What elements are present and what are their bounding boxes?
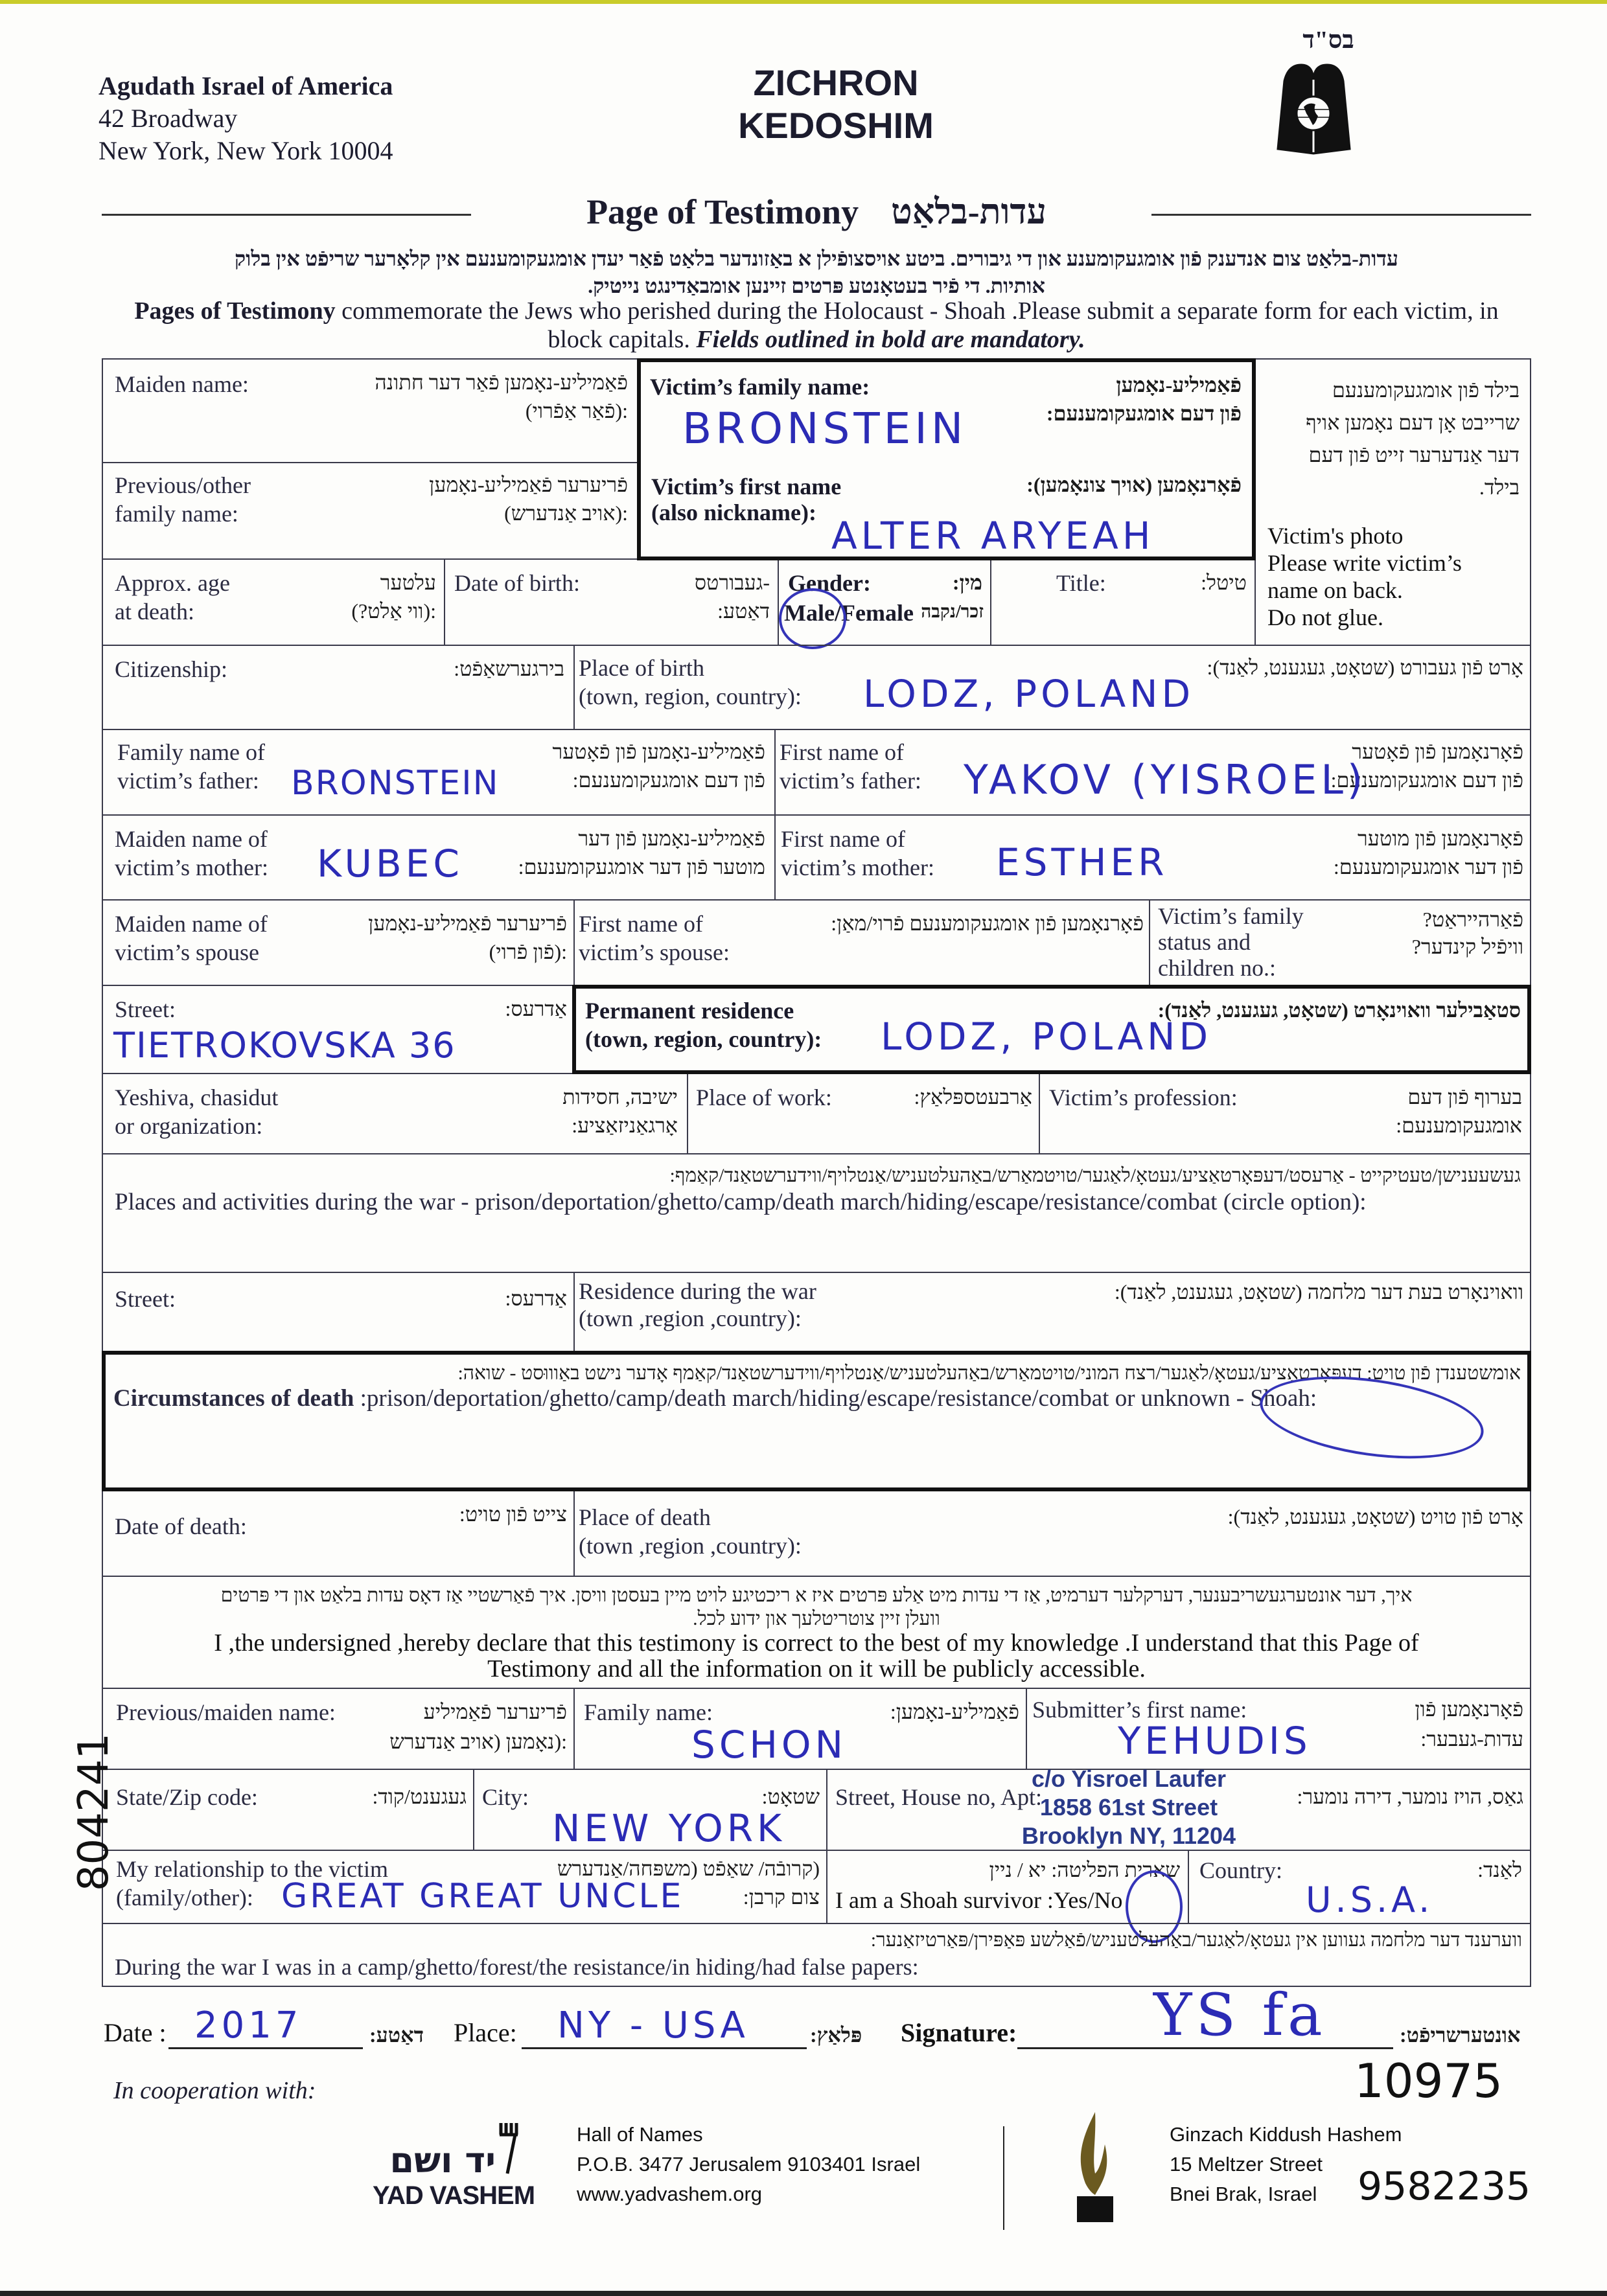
war-street-label-he: אַדרעס: (505, 1287, 567, 1310)
death-date-label: Date of death: (115, 1513, 247, 1539)
birth-place-label-1: Place of birth (579, 655, 704, 681)
relationship-label-2: (family/other): (116, 1885, 253, 1911)
signature-label-he: אונטערשריפֿט: (1400, 2023, 1521, 2047)
mother-maiden-label-he-2: מוטער פֿון דער אומגעקומענעם: (518, 855, 765, 878)
mother-maiden-name-field[interactable] (102, 814, 776, 901)
submitter-state-zip-field[interactable] (102, 1769, 474, 1851)
previous-name-label-he-2: :(אויב אַנדערש) (504, 501, 628, 525)
yv-address-line2: P.O.B. 3477 Jerusalem 9103401 Israel (577, 2153, 921, 2175)
spouse-maiden-label-2: victim’s spouse (115, 939, 259, 965)
declaration-box (102, 1576, 1531, 1689)
citizenship-label: Citizenship: (115, 656, 227, 682)
submitter-street-field[interactable] (826, 1765, 1531, 1851)
death-place-label-1: Place of death (579, 1504, 711, 1530)
mother-first-label-he-2: פֿון דער אומגעקומענעם: (1333, 855, 1523, 878)
war-activities-label-he: געשעענישן/טעטיקייט - אַרעסט/דעפּאָרטאַציע/געטאָ/לאַגער/טויטמאַרש/באַהעלטעניש/אַנטלויף/ווידערשטאַנד/קאַמף: (669, 1165, 1521, 1186)
country-label: Country: (1199, 1857, 1283, 1883)
father-family-label-he-2: פֿון דעם אומגעקומענעם: (572, 768, 765, 792)
gender-label-he: מין: (952, 571, 982, 594)
age-label-1: Approx. age (115, 570, 230, 596)
residence-label-1: Permanent residence (585, 998, 794, 1024)
place-of-death-field[interactable] (573, 1490, 1531, 1577)
declaration-en-1: I ,the undersigned ,hereby declare that this testimony is correct to the best of my knowledge .I understand that this Page of (214, 1629, 1419, 1657)
submitter-family-name-value: SCHON (691, 1723, 847, 1767)
submitter-first-name-label-he-2: עדות-געבער: (1420, 1727, 1523, 1751)
reference-number-bottom: 9582235 (1358, 2164, 1531, 2209)
place-label: Place: (454, 2018, 517, 2047)
title-label-he: טיטל: (1201, 571, 1247, 594)
date-value: 2017 (194, 2004, 303, 2047)
org-name: Agudath Israel of America (98, 71, 393, 100)
page-title-en: Page of Testimony (586, 192, 859, 231)
org-address-block (98, 70, 393, 167)
country-label-he: לאַנד: (1477, 1858, 1522, 1881)
submitter-prev-name-field[interactable] (102, 1688, 575, 1770)
victim-family-name-label-he-2: פֿון דעם אומגעקומענעם: (1046, 402, 1242, 425)
relationship-label-he: (קרובֿה/ שאַפֿט (משפּחה/אַנדערש (557, 1857, 820, 1880)
survivor-label-he-2: יא / ניין (989, 1858, 1046, 1881)
age-label-he: עלטער (380, 571, 436, 594)
dob-label-he: -געבורטס (694, 571, 770, 594)
yad-vashem-logo-en: YAD VASHEM (373, 2181, 535, 2210)
victim-family-name-label: Victim’s family name: (650, 374, 870, 400)
age-at-death-field[interactable] (102, 558, 445, 646)
family-status-label-2: status and (1158, 929, 1251, 955)
photo-note-he-3: דער אַנדערער זייט פֿון דעם (1308, 443, 1520, 466)
family-status-label-1: Victim’s family (1158, 903, 1304, 929)
yv-address-line1: Hall of Names (577, 2123, 703, 2146)
father-first-label-he: פֿאָרנאָמען פֿון פֿאָטער (1352, 740, 1523, 763)
previous-name-label-1: Previous/other (115, 472, 251, 498)
death-place-label-2: (town ,region ,country): (579, 1533, 802, 1559)
signature-label: Signature: (901, 2018, 1017, 2047)
street-label: Street: (115, 996, 176, 1022)
reference-number-top: 10975 (1354, 2054, 1503, 2108)
intro-hebrew (110, 245, 1523, 299)
gkh-address-line2: 15 Meltzer Street (1170, 2153, 1323, 2175)
spouse-maiden-label-he-2: :(פֿון פֿרוי) (489, 940, 567, 963)
maiden-name-label-he: פֿאַמיליע-נאָמען פֿאַר דער חתונה (375, 371, 628, 394)
mother-first-label-he: פֿאָרנאָמען פֿון מוטער (1358, 827, 1523, 850)
war-residence-field[interactable] (573, 1272, 1531, 1352)
spouse-maiden-name-field[interactable] (102, 899, 575, 986)
profession-label: Victim’s profession: (1049, 1085, 1238, 1110)
intro-bold: Pages of Testimony (134, 297, 336, 325)
side-reference-number: 804241 (70, 1732, 118, 1892)
citizenship-label-he: בירגערשאַפֿט: (454, 657, 564, 680)
program-title (700, 62, 972, 147)
victim-family-name-value: BRONSTEIN (682, 404, 967, 453)
victim-first-name-label-1: Victim’s first name (651, 474, 842, 499)
org-address-line2: New York, New York 10004 (98, 136, 393, 165)
survivor-option-no[interactable]: No (1094, 1887, 1123, 1913)
relationship-label-1: My relationship to the victim (116, 1856, 388, 1882)
title-label: Title: (1056, 570, 1106, 596)
city-label-he: שטאָט: (761, 1785, 820, 1808)
father-first-label-2: victim’s father: (780, 768, 921, 794)
father-family-label-2: victim’s father: (117, 768, 259, 794)
residence-value: LODZ, POLAND (881, 1015, 1212, 1059)
title-field[interactable] (990, 558, 1256, 646)
photo-note-en-1: Victim's photo (1267, 523, 1404, 549)
war-residence-label-he: וואוינאָרט בעת דער מלחמה (שטאָט, געגענט, לאַנד): (1114, 1280, 1523, 1303)
yad-vashem-logo-he: יד ושם (389, 2140, 496, 2181)
submitter-first-name-label: Submitter’s first name: (1032, 1697, 1247, 1723)
gender-label: Gender: (788, 570, 871, 596)
photo-note-en-3: name on back. (1267, 577, 1403, 603)
intro-english (110, 297, 1523, 354)
program-title-line1: ZICHRON (753, 62, 919, 103)
victim-first-name-value: ALTER ARYEAH (831, 514, 1155, 558)
survivor-field[interactable] (826, 1850, 1189, 1924)
maiden-name-label: Maiden name: (115, 371, 249, 397)
intro-hebrew-line1: עדות-בלאַט צום אנדענק פֿון אומגעקומענע און די גיבורים. ביטע אויסצופֿילן א באַזונדער בלאַט פֿאַר יעדן אומגעקומענעם אין קלאָרער שריפֿט אין בלוק (235, 247, 1398, 270)
death-circumstances-label: Circumstances of death (113, 1385, 354, 1412)
intro-mandatory-note: Fields outlined in bold are mandatory. (696, 326, 1085, 353)
work-place-label-he: אַרבעטספּלאַץ: (914, 1085, 1032, 1108)
place-input-line[interactable] (522, 2047, 807, 2049)
war-street-field[interactable] (102, 1272, 575, 1352)
birth-place-label-he: אָרט פֿון געבורט (שטאָט, געגענט, לאַנד): (1207, 656, 1523, 679)
address-stamp-line3: Brooklyn NY, 11204 (1021, 1822, 1236, 1849)
scan-bottom-edge (0, 2291, 1607, 2296)
submitter-family-name-label: Family name: (584, 1699, 713, 1725)
date-label: Date : (104, 2018, 167, 2047)
date-input-line[interactable] (168, 2047, 363, 2049)
gkh-address-line1: Ginzach Kiddush Hashem (1170, 2123, 1402, 2146)
citizenship-field[interactable] (102, 645, 575, 730)
declaration-en-2: Testimony and all the information on it will be publicly accessible. (487, 1655, 1146, 1682)
submitter-city-field[interactable] (473, 1769, 827, 1851)
family-status-label-3: children no.: (1158, 955, 1276, 981)
gender-field[interactable] (778, 558, 991, 646)
submitter-street-label-he: גאַס, הויז נומער, דירה נומער: (1297, 1785, 1523, 1808)
date-of-birth-field[interactable] (444, 558, 779, 646)
signature-value: YS fa (1153, 1981, 1326, 2049)
profession-field[interactable] (1039, 1073, 1531, 1154)
declaration-he-2: וועלן זיין צוטריטלעך און ידוע לכל. (693, 1608, 940, 1629)
previous-family-name-field[interactable] (102, 462, 638, 560)
state-zip-label: State/Zip code: (116, 1784, 258, 1810)
ginzach-address (1170, 2120, 1402, 2209)
submitter-family-name-label-he: פֿאַמיליע-נאָמען: (890, 1700, 1019, 1723)
photo-note-he-2: שרייבט אָן דעם נאָמען אויף (1306, 411, 1520, 434)
relationship-value: GREAT GREAT UNCLE (281, 1877, 684, 1916)
victim-family-name-label-he: פֿאַמיליע-נאָמען (1116, 373, 1242, 396)
family-status-field[interactable] (1149, 899, 1531, 986)
father-first-value: YAKOV (YISROEL) (964, 756, 1367, 803)
date-of-death-field[interactable] (102, 1490, 575, 1577)
gender-options-he: זכר/נקבה (921, 602, 984, 622)
spouse-first-name-field[interactable] (573, 899, 1150, 986)
residence-label-he: סטאַבילער וואוינאָרט (שטאָט, געגענט, לאַנד): (1157, 998, 1521, 1022)
submitter-prev-name-label-he: פֿריערער פֿאַמיליע (423, 1700, 567, 1723)
mother-maiden-label-he: פֿאַמיליע-נאָמען פֿון דער (578, 827, 765, 850)
footer-divider (1003, 2126, 1004, 2230)
cooperation-label: In cooperation with: (113, 2077, 316, 2104)
submitter-prev-name-label: Previous/maiden name: (116, 1699, 336, 1725)
submitter-prev-name-label-he-2: :(נאָמען (אויב אַנדערש (389, 1730, 567, 1753)
death-circumstances-label-he: אומשטענדן פֿון טויט: דעפּאָרטאַציע/געטאָ/לאַגער/רצח המוני/טויטמאַרש/באַהעלטעניש/אַנטלויף/ווידערשטאַנד/קאַמף אָדער נישט באַוווּסט - שואה: (457, 1362, 1521, 1384)
place-value: NY - USA (557, 2004, 749, 2047)
submitter-first-name-label-he: פֿאָרנאָמען פֿון (1415, 1697, 1523, 1721)
father-first-name-field[interactable] (774, 729, 1531, 816)
gkh-address-line3: Bnei Brak, Israel (1170, 2183, 1317, 2205)
birth-place-label-2: (town, region, country): (579, 683, 802, 709)
residence-label-2: (town, region, country): (585, 1026, 822, 1052)
city-value: NEW YORK (552, 1806, 786, 1850)
menorah-hand-icon (496, 2122, 522, 2180)
work-place-label: Place of work: (696, 1085, 832, 1110)
death-circumstances-field[interactable] (102, 1351, 1531, 1491)
yad-vashem-address (577, 2120, 920, 2209)
family-status-label-he-2: וויפֿיל קינדער? (1411, 935, 1523, 958)
yeshiva-label-he: ישיבה, חסידות (562, 1085, 678, 1108)
city-label: City: (482, 1784, 529, 1810)
victim-first-name-label-he: פֿאָרנאָמען (אויך צונאָמען): (1026, 473, 1242, 496)
gender-separator: / (834, 600, 841, 626)
father-family-name-field[interactable] (102, 729, 776, 816)
victim-first-name-field[interactable] (637, 462, 1256, 559)
birth-place-value: LODZ, POLAND (863, 672, 1195, 716)
address-stamp-line1: c/o Yisroel Laufer (1031, 1765, 1227, 1792)
street-value: TIETROKOVSKA 36 (113, 1025, 456, 1066)
profession-label-he-2: אומגעקומענעם: (1396, 1114, 1522, 1137)
victim-photo-box[interactable] (1254, 358, 1531, 646)
maiden-name-field[interactable] (102, 358, 638, 463)
war-activities-label: Places and activities during the war - prison/deportation/ghetto/camp/death march/hiding/escape/resistance/combat (circle option): (115, 1189, 1367, 1215)
submitter-street-label: Street, House no, Apt: (835, 1784, 1042, 1810)
mother-first-name-field[interactable] (774, 814, 1531, 901)
death-place-label-he: אָרט פֿון טויט (שטאָט, געגענט, לאַנד): (1227, 1505, 1523, 1528)
place-label-he: פּלאַץ: (810, 2023, 862, 2047)
photo-note-en-4: Do not glue. (1267, 604, 1383, 630)
dob-label: Date of birth: (454, 570, 580, 596)
yeshiva-label-1: Yeshiva, chasidut (115, 1085, 279, 1110)
address-stamp (983, 1765, 1275, 1850)
mother-maiden-label-2: victim’s mother: (115, 855, 268, 880)
dob-label-he-2: דאַטע: (717, 599, 770, 623)
street-label-he: אַדרעס: (505, 997, 567, 1020)
war-status-field[interactable] (102, 1923, 1531, 1987)
war-street-label: Street: (115, 1286, 176, 1312)
maiden-name-label-he-2: :(פֿאַר אַפֿרוי) (525, 399, 628, 422)
page-title (102, 192, 1531, 232)
spouse-maiden-label-he: פֿריערער פֿאַמיליע-נאָמען (368, 912, 567, 935)
survivor-label-he-1: שארית הפליטה: (1051, 1858, 1180, 1881)
father-family-label-he: פֿאַמיליע-נאָמען פֿון פֿאָטער (552, 740, 765, 763)
relationship-label-he-2: צום קרבן: (743, 1885, 820, 1909)
war-status-label-he: ווערענד דער מלחמה געווען אין געטאָ/לאַגער/באַהעלטעניש/פֿאַלשע פּאַפּירן/פּאַרטיזאַנער: (870, 1929, 1522, 1951)
spouse-first-label-1: First name of (579, 911, 703, 937)
mother-maiden-value: KUBEC (317, 842, 463, 886)
mother-first-value: ESTHER (996, 840, 1168, 884)
yeshiva-label-he-2: אָרגאַניזאַציע: (572, 1114, 678, 1137)
submitter-first-name-value: YEHUDIS (1118, 1719, 1312, 1763)
mother-maiden-label-1: Maiden name of (115, 826, 268, 852)
state-zip-label-he: געגענט/קוד: (372, 1785, 467, 1808)
yad-vashem-logo (373, 2122, 541, 2212)
place-of-birth-field[interactable] (573, 645, 1531, 730)
father-family-label-1: Family name of (117, 739, 265, 765)
photo-note-he-1: בילד פֿון אומגעקומענעם (1332, 378, 1520, 402)
photo-note-en-2: Please write victim’s (1267, 550, 1462, 576)
yv-website-link[interactable]: www.yadvashem.org (577, 2183, 763, 2205)
war-status-label: During the war I was in a camp/ghetto/forest/the resistance/in hiding/had false papers: (115, 1954, 919, 1980)
war-residence-label-2: (town ,region ,country): (579, 1305, 802, 1331)
address-stamp-line2: 1858 61st Street (1039, 1794, 1218, 1820)
victim-family-name-field[interactable] (637, 358, 1256, 463)
submitter-family-name-field[interactable] (573, 1688, 1027, 1770)
tablets-globe-logo-icon (1270, 62, 1358, 155)
mother-first-label-2: victim’s mother: (781, 855, 934, 880)
submitter-first-name-field[interactable] (1026, 1688, 1531, 1770)
family-status-label-he: פֿאַרהייראַט? (1422, 908, 1523, 931)
signature-row (104, 1981, 1542, 2059)
previous-name-label-he: פֿריערער פֿאַמיליע-נאָמען (429, 473, 628, 496)
place-of-work-field[interactable] (687, 1073, 1040, 1154)
death-circumstances-options: :prison/deportation/ghetto/camp/death march/hiding/escape/resistance/combat or unknown - Shoah: (354, 1385, 1317, 1412)
yeshiva-label-2: or organization: (115, 1113, 263, 1139)
gender-option-female[interactable]: Female (840, 600, 914, 626)
country-field[interactable] (1188, 1850, 1531, 1924)
previous-name-label-2: family name: (115, 501, 238, 527)
victim-first-name-label-2: (also nickname): (651, 499, 816, 525)
intro-hebrew-line2: אותיות. די פֿיר בעטאָנטע פּרטים זיינען אומבאַדינגט נייטיק. (588, 274, 1045, 297)
flame-logo-icon (1069, 2112, 1121, 2229)
profession-label-he: בערוף פֿון דעם (1407, 1085, 1522, 1108)
war-activities-field[interactable] (102, 1153, 1531, 1273)
father-family-value: BRONSTEIN (291, 764, 500, 803)
permanent-residence-field[interactable] (572, 985, 1531, 1074)
survivor-label: I am a Shoah survivor :Yes/ (835, 1887, 1094, 1913)
gender-male-circle-mark (779, 588, 846, 649)
scan-top-edge (0, 0, 1607, 4)
page-title-row (102, 188, 1531, 240)
father-first-label-1: First name of (780, 739, 904, 765)
war-residence-label-1: Residence during the war (579, 1278, 816, 1304)
street-field[interactable] (102, 985, 575, 1074)
page-title-he: עדות-בלאַט (891, 192, 1046, 231)
mother-first-label-1: First name of (781, 826, 905, 852)
date-label-he: דאַטע: (369, 2023, 424, 2047)
declaration-he-1: איך, דער אונטערגעשריבענער, דערקלער דערמיט, אַז די עדות מיט אַלע פּרטים איז א ריכטיגע לויט מיין בעסטן וויסן. איך פֿאַרשטיי אַז דאָס עדות בלאַט און די פּרטים (220, 1585, 1413, 1606)
father-first-label-he-2: פֿון דעם אומגעקומענעם: (1330, 768, 1523, 792)
country-value: U.S.A. (1306, 1879, 1434, 1920)
photo-note-he-4: בילד. (1479, 476, 1520, 499)
intro-text: commemorate the Jews who perished during the Holocaust - Shoah .Please submit a separate form for each victim, in block capitals. (335, 297, 1499, 353)
org-address-line1: 42 Broadway (98, 104, 238, 133)
death-date-label-he: צייט פֿון טויט: (459, 1502, 567, 1526)
bsd-mark: בס"ד (1302, 27, 1354, 54)
yeshiva-field[interactable] (102, 1073, 688, 1154)
program-title-line2: KEDOSHIM (738, 105, 934, 146)
relationship-field[interactable] (102, 1850, 827, 1924)
spouse-first-label-2: victim’s spouse: (579, 939, 730, 965)
spouse-first-label-he: פֿאָרנאָמען פֿון אומגעקומענעם פֿרוי/מאַן: (831, 912, 1144, 935)
gender-option-male[interactable]: Male (784, 600, 835, 626)
age-label-2: at death: (115, 599, 194, 625)
age-label-he-2: :(ווי אַלט?) (351, 599, 436, 623)
spouse-maiden-label-1: Maiden name of (115, 911, 268, 937)
